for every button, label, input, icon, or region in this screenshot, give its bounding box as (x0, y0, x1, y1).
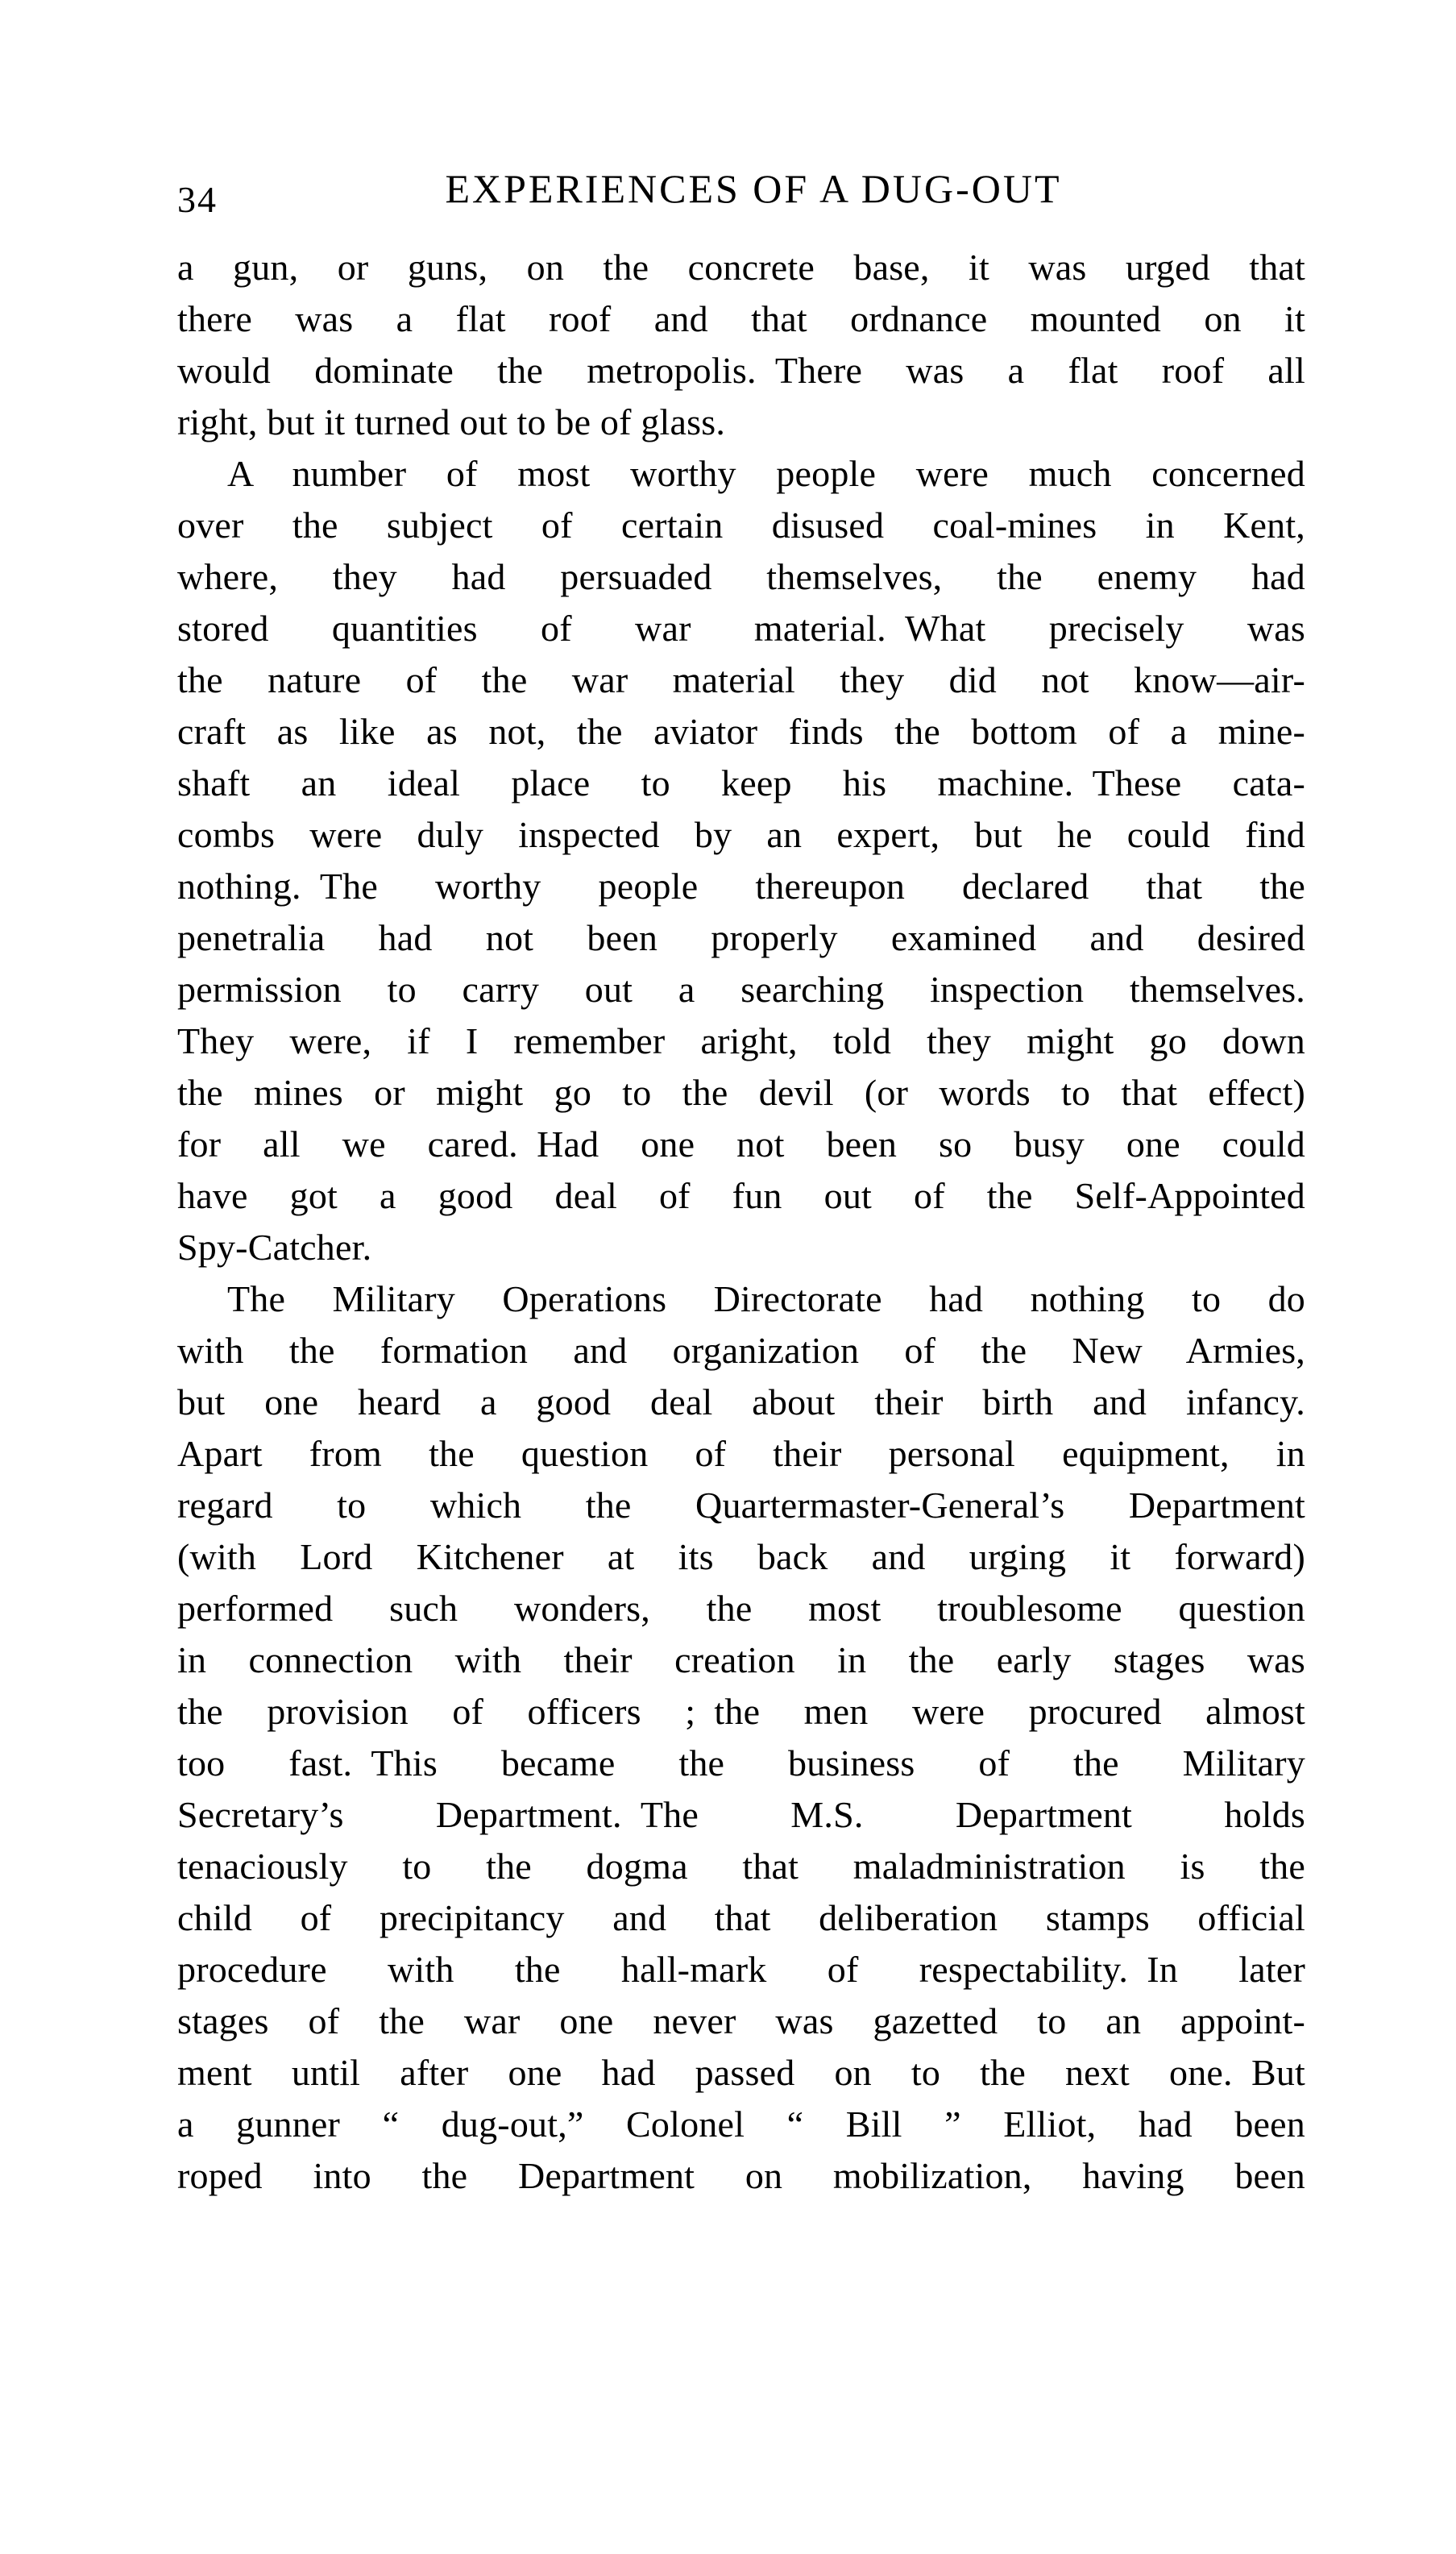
text-line: over the subject of certain disused coal-mines in Kent, (177, 505, 1305, 546)
body-text (177, 242, 1305, 2202)
text-line: roped into the Department on mobilization, having been (177, 2155, 1305, 2196)
text-line: where, they had persuaded themselves, the enemy had (177, 556, 1305, 597)
text-line: They were, if I remember aright, told they might go down (177, 1020, 1305, 1061)
text-line: penetralia had not been properly examined and desired (177, 917, 1305, 958)
running-head-title: EXPERIENCES OF A DUG-OUT (445, 166, 1062, 211)
text-line: shaft an ideal place to keep his machine. These cata- (177, 762, 1305, 804)
text-line: tenaciously to the dogma that maladministration is the (177, 1846, 1305, 1887)
text-line: there was a flat roof and that ordnance mounted on it (177, 298, 1305, 339)
text-line: combs were duly inspected by an expert, but he could find (177, 814, 1305, 855)
text-line: a gunner “ dug-out,” Colonel “ Bill ” Elliot, had been (177, 2103, 1305, 2145)
text-line: the provision of officers ; the men were procured almost (177, 1691, 1305, 1732)
text-line: but one heard a good deal about their birth and infancy. (177, 1381, 1305, 1422)
text-line-paragraph-start: The Military Operations Directorate had nothing to do (227, 1278, 1305, 1319)
text-line: for all we cared. Had one not been so busy one could (177, 1123, 1305, 1165)
text-line: child of precipitancy and that deliberation stamps official (177, 1897, 1305, 1938)
text-line-paragraph-start: A number of most worthy people were much concerned (227, 453, 1305, 494)
text-line: the nature of the war material they did not know—air- (177, 659, 1305, 700)
text-line: ment until after one had passed on to the next one. But (177, 2052, 1305, 2093)
text-line: procedure with the hall-mark of respectability. In later (177, 1949, 1305, 1990)
page-header (177, 165, 1305, 222)
text-line: nothing. The worthy people thereupon declared that the (177, 866, 1305, 907)
text-line: stored quantities of war material. What precisely was (177, 608, 1305, 649)
text-line: stages of the war one never was gazetted to an appoint- (177, 2000, 1305, 2041)
text-line: have got a good deal of fun out of the Self-Appointed (177, 1175, 1305, 1216)
text-line: the mines or might go to the devil (or words to that effect) (177, 1072, 1305, 1113)
text-line: with the formation and organization of the New Armies, (177, 1330, 1305, 1371)
text-line: a gun, or guns, on the concrete base, it was urged that (177, 247, 1305, 288)
text-line: too fast. This became the business of the Military (177, 1742, 1305, 1784)
text-line: in connection with their creation in the early stages was (177, 1639, 1305, 1680)
text-line: would dominate the metropolis. There was a flat roof all (177, 350, 1305, 391)
text-line: (with Lord Kitchener at its back and urging it forward) (177, 1536, 1305, 1577)
text-line: craft as like as not, the aviator finds the bottom of a mine- (177, 711, 1305, 752)
text-line: right, but it turned out to be of glass. (177, 401, 726, 442)
text-line: regard to which the Quartermaster-General’s Department (177, 1485, 1305, 1526)
page-number: 34 (177, 179, 218, 220)
text-line: Secretary’s Department. The M.S. Department holds (177, 1794, 1305, 1835)
text-line: Apart from the question of their personal equipment, in (177, 1433, 1305, 1474)
text-line: Spy-Catcher. (177, 1227, 372, 1268)
text-line: performed such wonders, the most troublesome question (177, 1588, 1305, 1629)
text-line: permission to carry out a searching inspection themselves. (177, 969, 1305, 1010)
